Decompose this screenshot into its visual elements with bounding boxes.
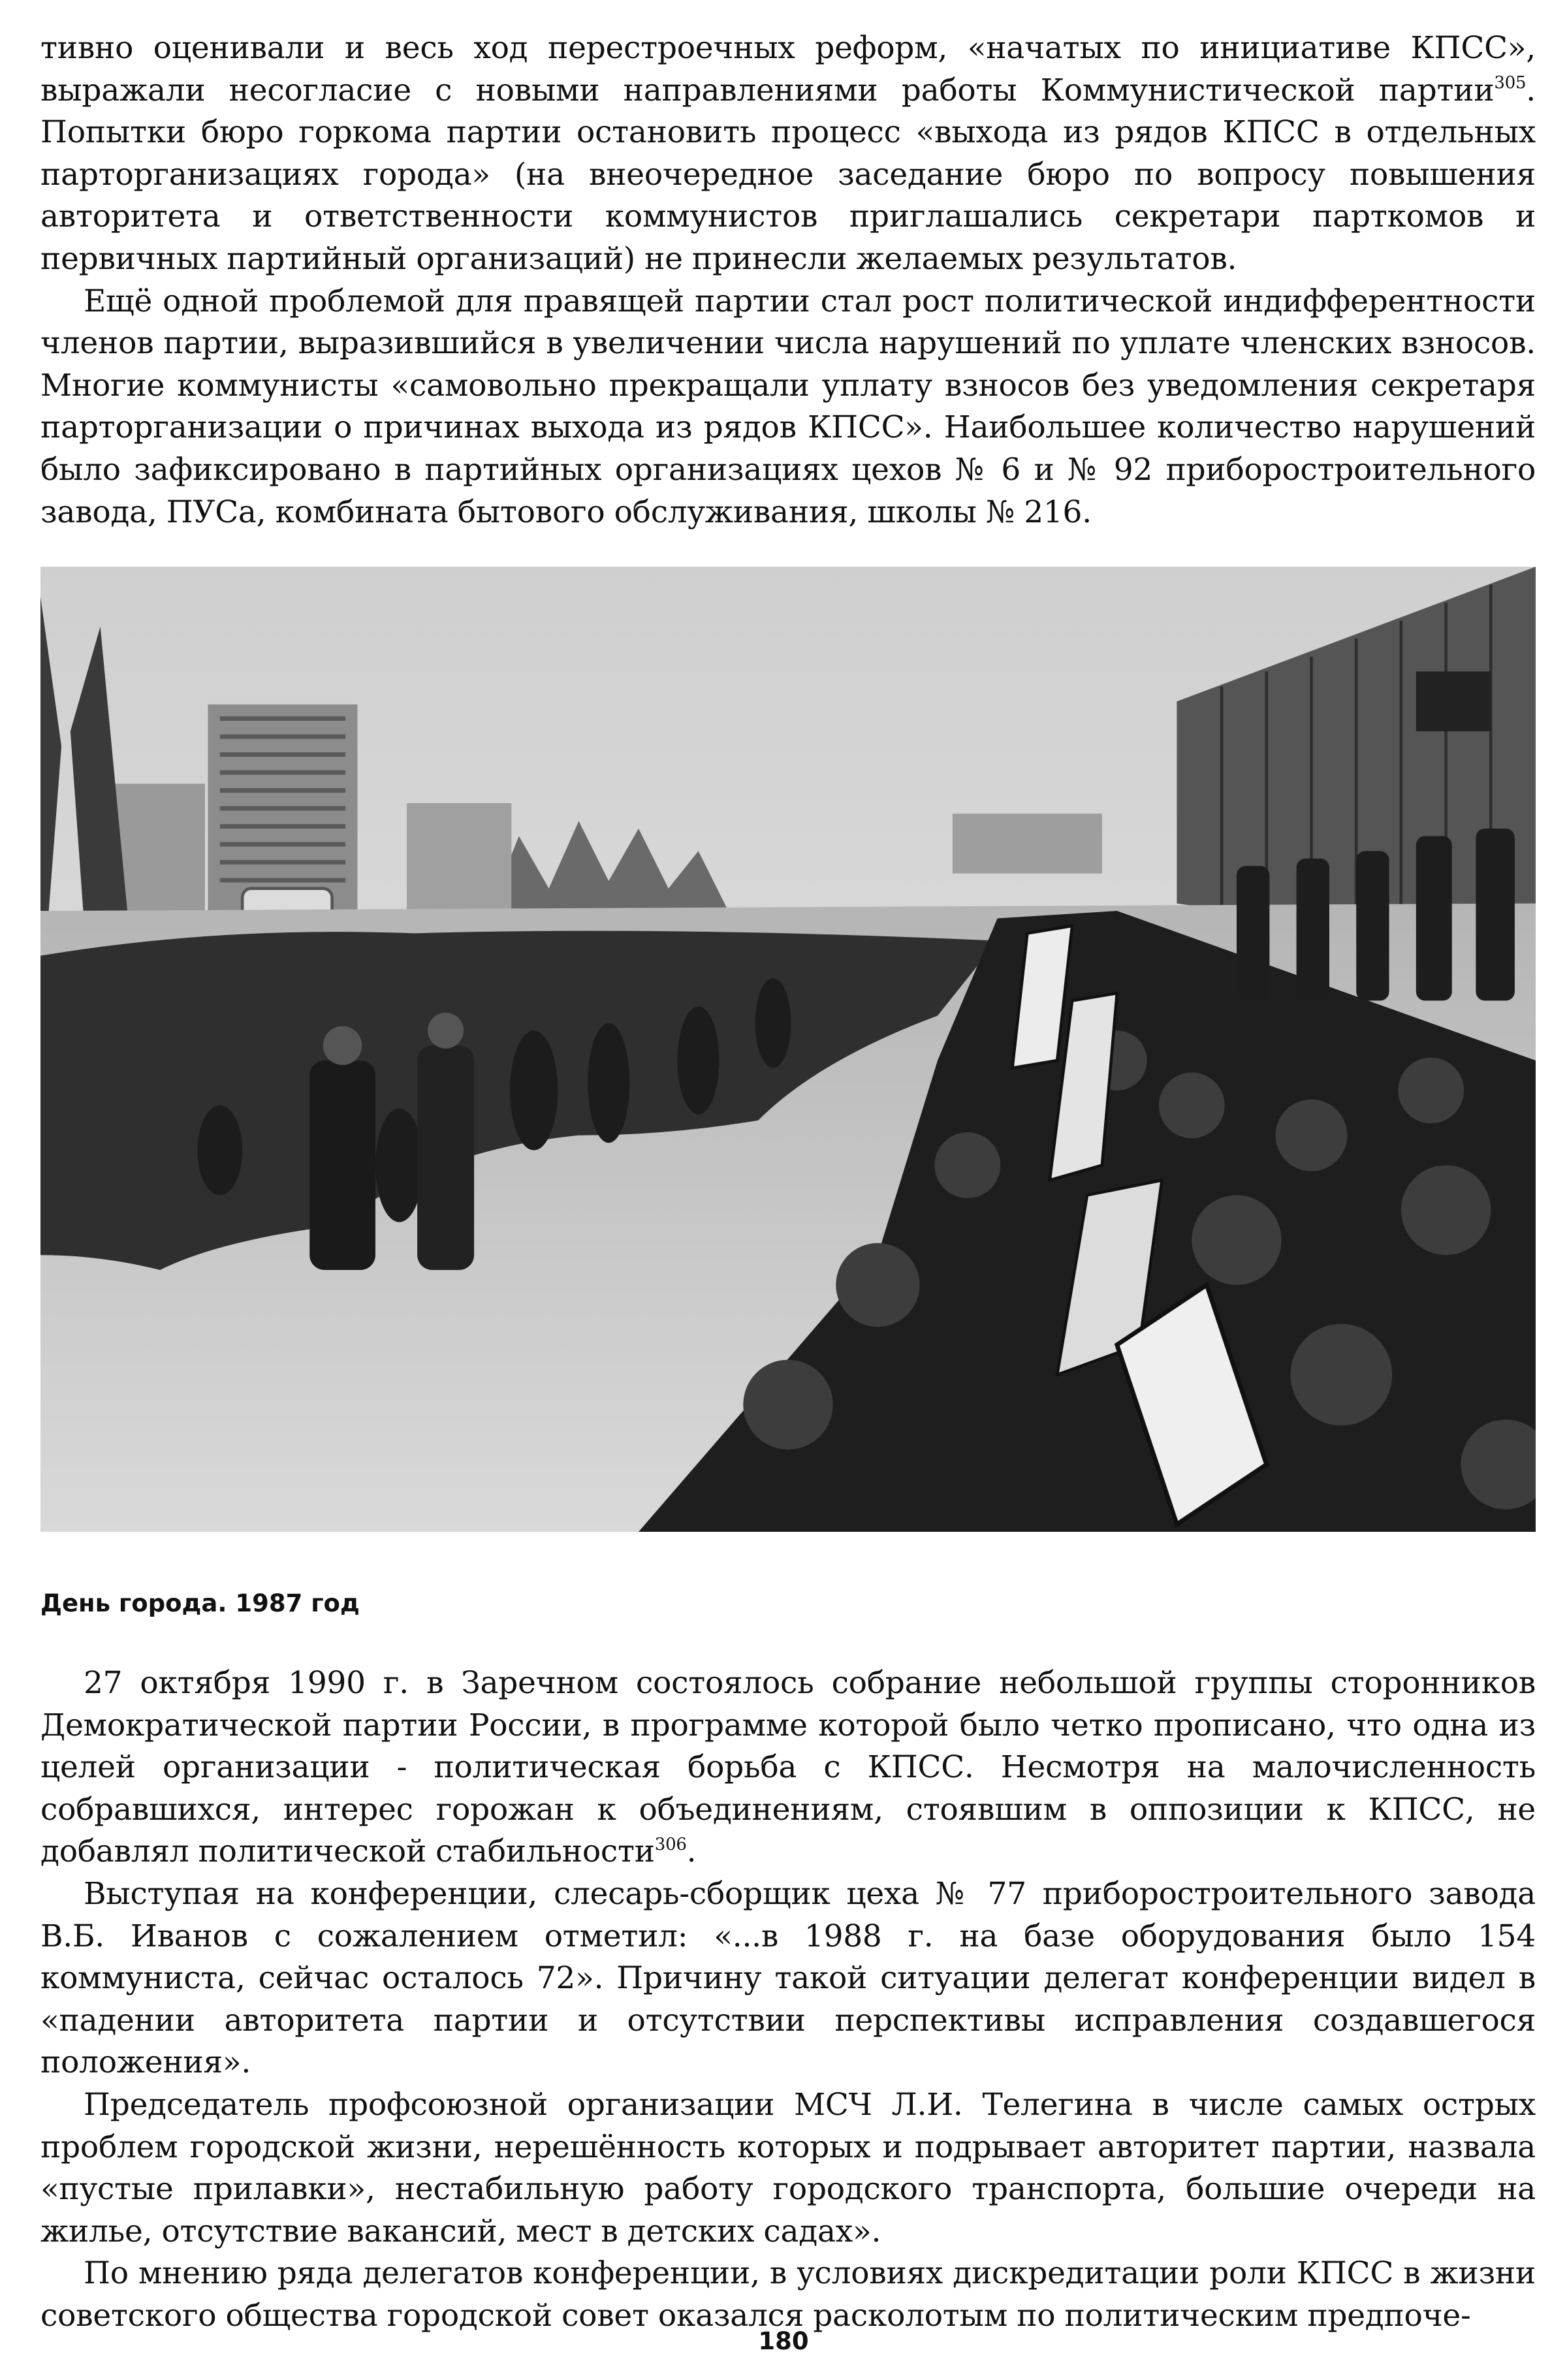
paragraph: тивно оценивали и весь ход перестроечных реформ, «начатых по инициативе КПСС», выражали несогласие с новыми направлениями работы Коммунистической партии$^{305}$. Попытки бюро горкома партии остановить процесс «выхода из рядов КПСС в отдельных парторганизациях города» (на внеочередное заседание бюро по вопросу повышения авторитета и ответственности коммунистов приглашались секретари парткомов и первичных партийный организаций) не принесли желаемых результатов. <box>40 30 1536 277</box>
footnote-ref[interactable]: 306 <box>654 1834 687 1854</box>
paragraph: Председатель профсоюзной организации МСЧ Л.И. Телегина в числе самых острых проблем городской жизни, нерешённость которых и подрывает авторитет партии, назвала «пустые прилавки», нестабильную работу городского транспорта, большие очереди на жилье, отсутствие вакансий, мест в детских садах». <box>40 2086 1536 2249</box>
text-block-top <box>40 27 1536 533</box>
paragraph: Ещё одной проблемой для правящей партии стал рост политической индифферентности членов партии, выразившийся в увеличении числа нарушений по уплате членских взносов. Многие коммунисты «самовольно прекращали уплату взносов без уведомления секретаря парторганизации о причинах выхода из рядов КПСС». Наибольшее количество нарушений было зафиксировано в партийных организациях цехов № 6 и № 92 приборостроительного завода, ПУСа, комбината бытового обслуживания, школы № 216. <box>40 283 1536 530</box>
paragraph: По мнению ряда делегатов конференции, в условиях дискредитации роли КПСС в жизни советского общества городской совет оказался расколотым по политическим предпоче- <box>40 2255 1536 2334</box>
photo-caption: День города. 1987 год <box>40 1589 360 1617</box>
photo-image <box>40 567 1536 1532</box>
paragraph: 27 октября 1990 г. в Заречном состоялось собрание небольшой группы сторонников Демократической партии России, в программе которой было четко прописано, что одна из целей организации - политическая борьба с КПСС. Несмотря на малочисленность собравшихся, интерес горожан к объединениям, стоявшим в оппозиции к КПСС, не добавлял политической стабильности$^{306}$. <box>40 1665 1536 1870</box>
text-block-bottom <box>40 1662 1536 2338</box>
photo-city-day <box>40 567 1536 1532</box>
page-number: 180 <box>758 2327 809 2355</box>
footnote-ref[interactable]: 305 <box>1494 72 1527 93</box>
paragraph: Выступая на конференции, слесарь-сборщик цеха № 77 приборостроительного завода В.Б. Иванов с сожалением отметил: «...в 1988 г. на базе оборудования было 154 коммуниста, сейчас осталось 72». Причину такой ситуации делегат конференции видел в «падении авторитета партии и отсутствии перспективы исправления создавшегося положения». <box>40 1875 1536 2081</box>
